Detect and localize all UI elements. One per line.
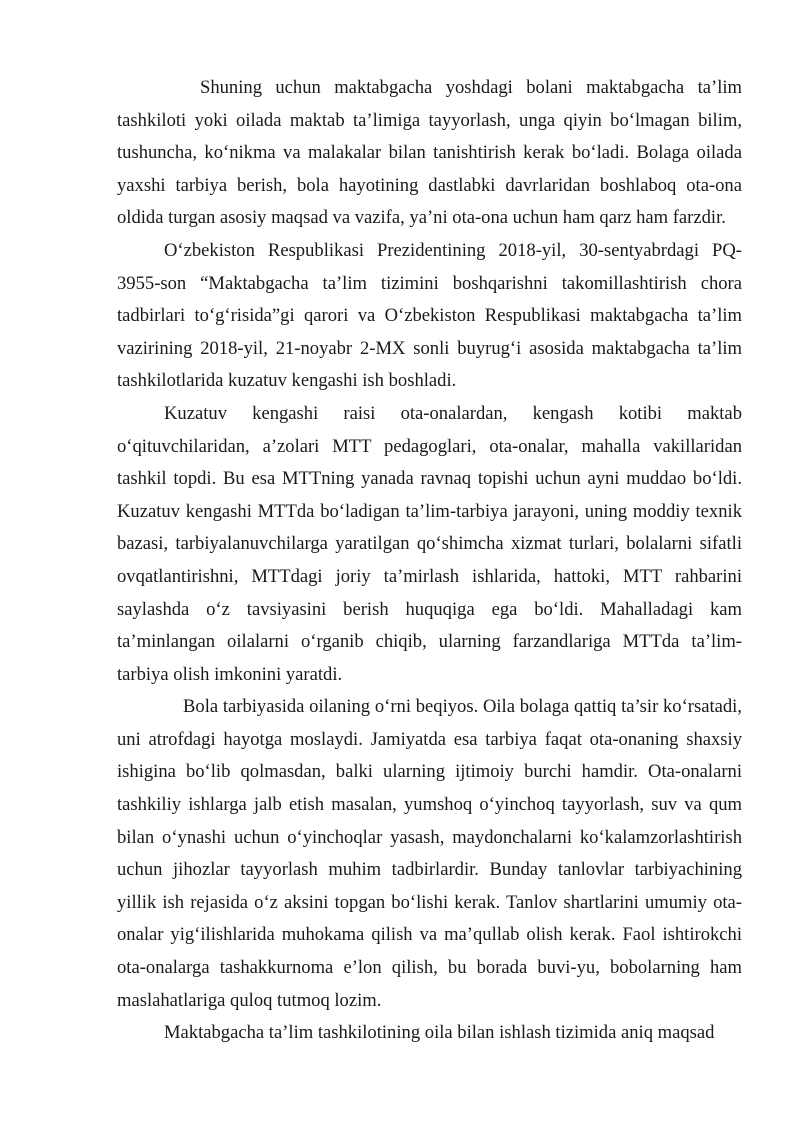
paragraph-5: Maktabgacha ta’lim tashkilotining oila bilan ishlash tizimida aniq maqsad [164, 1022, 715, 1044]
paragraph-2: O‘zbekiston Respublikasi Prezidentining 2018-yil, 30-sentyabrdagi PQ-3955-son “Maktabgacha ta’lim tizimini boshqarishni takomillashtirish chora tadbirlari to‘g‘risida”gi qarori va O‘zbekiston Respublikasi maktabgacha ta’lim vazirining 2018-yil, 21-noyabr 2-MX sonli buyrug‘i asosida maktabgacha ta’lim tashkilotlarida kuzatuv kengashi ish boshladi. [117, 239, 742, 392]
document-body [117, 72, 742, 1050]
paragraph-3: Kuzatuv kengashi raisi ota-onalardan, kengash kotibi maktab o‘qituvchilaridan, a’zolari MTT pedagoglari, ota-onalar, mahalla vakillaridan tashkil topdi. Bu esa MTTning yanada ravnaq topishi uchun ayni muddao bo‘ldi. Kuzatuv kengashi MTTda bo‘ladigan ta’lim-tarbiya jarayoni, uning moddiy texnik bazasi, tarbiyalanuvchilarga yaratilgan qo‘shimcha xizmat turlari, bolalarni sifatli ovqatlantirishni, MTTdagi joriy ta’mirlash ishlarida, hattoki, MTT rahbarini saylashda o‘z tavsiyasini berish huquqiga ega bo‘ldi. Mahalladagi kam ta’minlangan oilalarni o‘rganib chiqib, ularning farzandlariga MTTda ta’lim-tarbiya olish imkonini yaratdi. [117, 402, 742, 685]
paragraph-1: Shuning uchun maktabgacha yoshdagi bolani maktabgacha ta’lim tashkiloti yoki oilada maktab ta’limiga tayyorlash, unga qiyin bo‘lmagan bilim, tushuncha, ko‘nikma va malakalar bilan tanishtirish kerak bo‘ladi. Bolaga oilada yaxshi tarbiya berish, bola hayotining dastlabki davrlaridan boshlaboq ota-ona oldida turgan asosiy maqsad va vazifa, ya’ni ota-ona uchun ham qarz ham farzdir. [117, 77, 742, 229]
paragraph-4: Bola tarbiyasida oilaning o‘rni beqiyos. Oila bolaga qattiq ta’sir ko‘rsatadi, uni atrofdagi hayotga moslaydi. Jamiyatda esa tarbiya faqat ota-onaning shaxsiy ishigina bo‘lib qolmasdan, balki ularning ijtimoiy burchi hamdir. Ota-onalarni tashkiliy ishlarga jalb etish masalan, yumshoq o‘yinchoq tayyorlash, suv va qum bilan o‘ynashi uchun o‘yinchoqlar yasash, maydonchalarni ko‘kalamzorlashtirish uchun jihozlar tayyorlash muhim tadbirlardir. Bunday tanlovlar tarbiyachining yillik ish rejasida o‘z aksini topgan bo‘lishi kerak. Tanlov shartlarini umumiy ota-onalar yig‘ilishlarida muhokama qilish va ma’qullab olish kerak. Faol ishtirokchi ota-onalarga tashakkurnoma e’lon qilish, bu borada buvi-yu, bobolarning ham maslahatlariga quloq tutmoq lozim. [117, 696, 742, 1011]
